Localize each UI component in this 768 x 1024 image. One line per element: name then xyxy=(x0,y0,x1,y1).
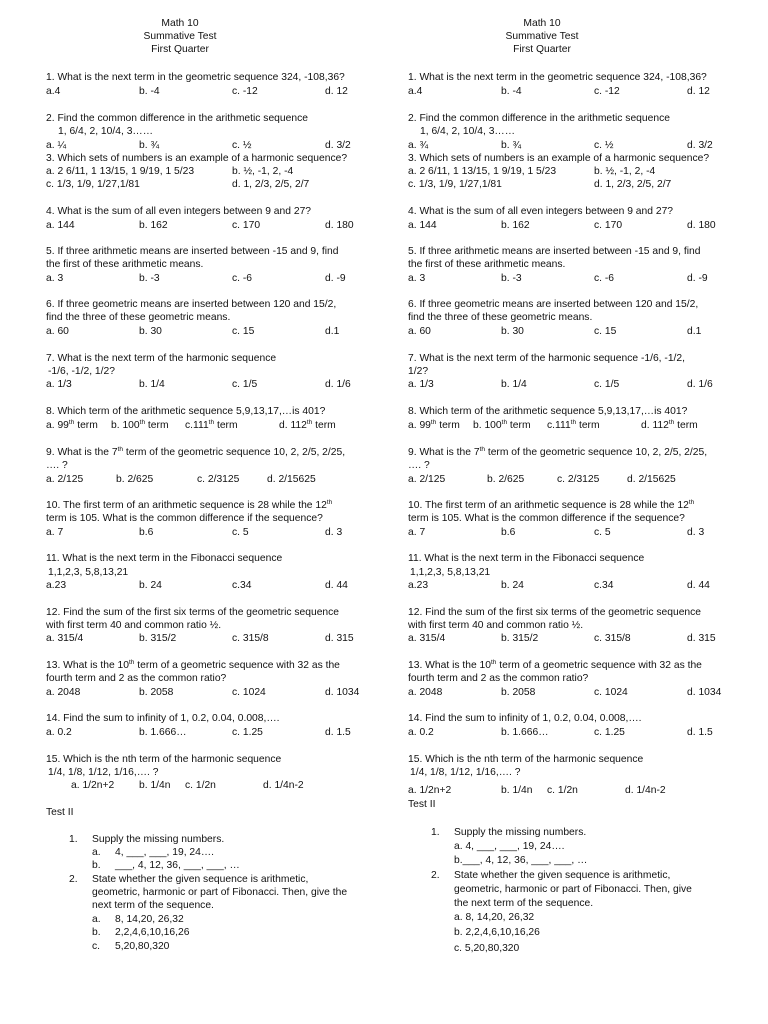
choice: c. 15 xyxy=(594,326,617,337)
question-10: 10. The first term of an arithmetic sequence is 28 while the 12th xyxy=(46,499,333,511)
question-5: 5. If three arithmetic means are inserted between -15 and 9, find xyxy=(46,246,339,257)
missing-numbers-a: a. 4, ___, ___, 19, 24…. xyxy=(454,841,565,852)
choice: d. 1/6 xyxy=(325,379,351,390)
test-ii-number-2: 2. xyxy=(431,870,440,881)
question-9: 9. What is the 7th term of the geometric sequence 10, 2, 2/5, 2/25, xyxy=(408,446,708,458)
choice: d. 1/6 xyxy=(687,379,713,390)
question-15: 15. Which is the nth term of the harmonic sequence xyxy=(46,754,282,765)
choice: a. 99th term xyxy=(46,419,98,431)
choice: c. 1024 xyxy=(232,687,266,698)
choice: d. 112th term xyxy=(279,419,336,431)
choice: a. 2048 xyxy=(408,687,443,698)
item-label: a. xyxy=(92,914,101,925)
choice: c. 1/2n xyxy=(185,780,216,791)
choice: d. 1/4n-2 xyxy=(263,780,304,791)
choice: b. 2058 xyxy=(501,687,536,698)
choice: d. 315 xyxy=(325,633,354,644)
choice: b. -3 xyxy=(501,273,522,284)
sequence-a: 8, 14,20, 26,32 xyxy=(115,914,184,925)
test-ii-title: Test II xyxy=(408,799,436,810)
choice: a. 2/125 xyxy=(408,474,446,485)
question-15-sequence: 1/4, 1/8, 1/12, 1/16,…. ? xyxy=(410,767,521,778)
choice: b. 2/625 xyxy=(487,474,525,485)
choice: b. -4 xyxy=(139,86,160,97)
question-7: 7. What is the next term of the harmonic sequence -1/6, -1/2, xyxy=(408,353,686,364)
choice: a. 315/4 xyxy=(408,633,446,644)
choice: d. -9 xyxy=(325,273,346,284)
choice: d. 44 xyxy=(325,580,348,591)
choice: a. 2048 xyxy=(46,687,81,698)
choice: a.4 xyxy=(408,86,423,97)
choice: c. 1.25 xyxy=(232,727,263,738)
question-2-sequence: 1, 6/4, 2, 10/4, 3…… xyxy=(58,126,154,137)
test-ii-number-1: 1. xyxy=(69,834,78,845)
choice: b. ½, -1, 2, -4 xyxy=(594,166,656,177)
choice: b. 1/4 xyxy=(139,379,165,390)
choice: a. ¼ xyxy=(46,140,67,151)
quarter-title: First Quarter xyxy=(151,44,209,55)
choice: d. -9 xyxy=(687,273,708,284)
choice: c. 15 xyxy=(232,326,255,337)
test-ii-question-2: State whether the given sequence is arithmetic, xyxy=(454,870,671,881)
test-ii-question-2: State whether the given sequence is arithmetic, xyxy=(92,874,309,885)
choice: a. 2 6/11, 1 13/15, 1 9/19, 1 5/23 xyxy=(46,166,195,177)
question-15-sequence: 1/4, 1/8, 1/12, 1/16,…. ? xyxy=(48,767,159,778)
question-8: 8. Which term of the arithmetic sequence 5,9,13,17,…is 401? xyxy=(408,406,688,417)
missing-numbers-a: 4, ___, ___, 19, 24…. xyxy=(115,847,215,858)
question-4: 4. What is the sum of all even integers between 9 and 27? xyxy=(46,206,312,217)
test-title: Summative Test xyxy=(143,31,217,42)
choice: c.111th term xyxy=(185,419,238,431)
sequence-a: a. 8, 14,20, 26,32 xyxy=(454,912,535,923)
choice: b. 2058 xyxy=(139,687,174,698)
question-1: 1. What is the next term in the geometric sequence 324, -108,36? xyxy=(408,72,707,83)
question-3: 3. Which sets of numbers is an example of a harmonic sequence? xyxy=(46,153,348,164)
question-11-sequence: 1,1,2,3, 5,8,13,21 xyxy=(48,567,129,578)
choice: d. 3 xyxy=(687,527,705,538)
question-12-cont: with first term 40 and common ratio ½. xyxy=(408,620,584,631)
test-ii-number-1: 1. xyxy=(431,827,440,838)
choice: b. 1.666… xyxy=(139,727,187,738)
question-5: 5. If three arithmetic means are inserted between -15 and 9, find xyxy=(408,246,701,257)
choice: d. 180 xyxy=(687,220,716,231)
choice: a. 144 xyxy=(46,220,75,231)
missing-numbers-b: b.___, 4, 12, 36, ___, ___, … xyxy=(454,855,588,866)
choice: d. 1.5 xyxy=(325,727,351,738)
test-ii-question-2-cont: geometric, harmonic or part of Fibonacci. Then, give the xyxy=(92,887,348,898)
choice: d. 1, 2/3, 2/5, 2/7 xyxy=(232,179,310,190)
choice: a. 2/125 xyxy=(46,474,84,485)
choice: d. 1/4n-2 xyxy=(625,785,666,796)
test-ii-question-2-cont: the next term of the sequence. xyxy=(454,898,594,909)
choice: a. 1/2n+2 xyxy=(408,785,452,796)
choice: b. ¾ xyxy=(501,140,522,151)
question-13-cont: fourth term and 2 as the common ratio? xyxy=(408,673,589,684)
question-10-cont: term is 105. What is the common difference if the sequence? xyxy=(46,513,323,524)
choice: b. 162 xyxy=(501,220,530,231)
question-2-sequence: 1, 6/4, 2, 10/4, 3…… xyxy=(420,126,516,137)
question-12: 12. Find the sum of the first six terms of the geometric sequence xyxy=(46,607,340,618)
question-10-cont: term is 105. What is the common difference if the sequence? xyxy=(408,513,685,524)
choice: d. 315 xyxy=(687,633,716,644)
choice: d. 2/15625 xyxy=(627,474,676,485)
question-9-cont: …. ? xyxy=(408,460,430,471)
question-11: 11. What is the next term in the Fibonacci sequence xyxy=(46,553,283,564)
choice: b. 1/4n xyxy=(501,785,533,796)
choice: c.111th term xyxy=(547,419,600,431)
choice: a. 1/3 xyxy=(408,379,434,390)
question-14: 14. Find the sum to infinity of 1, 0.2, 0.04, 0.008,…. xyxy=(408,713,642,724)
question-9-cont: …. ? xyxy=(46,460,68,471)
choice: c. 315/8 xyxy=(594,633,631,644)
test-ii-title: Test II xyxy=(46,807,74,818)
choice: c. ½ xyxy=(594,140,614,151)
choice: b. 100th term xyxy=(473,419,531,431)
choice: b. 315/2 xyxy=(139,633,177,644)
question-1: 1. What is the next term in the geometric sequence 324, -108,36? xyxy=(46,72,345,83)
choice: b. -4 xyxy=(501,86,522,97)
choice: a. 60 xyxy=(408,326,431,337)
test-ii-number-2: 2. xyxy=(69,874,78,885)
choice: b. 1/4 xyxy=(501,379,527,390)
choice: d. 1.5 xyxy=(687,727,713,738)
question-2: 2. Find the common difference in the arithmetic sequence xyxy=(408,113,670,124)
choice: a. 60 xyxy=(46,326,69,337)
choice: a.4 xyxy=(46,86,61,97)
choice: c. 5 xyxy=(232,527,249,538)
test-ii-question-1: Supply the missing numbers. xyxy=(92,834,225,845)
choice: c. 1/3, 1/9, 1/27,1/81 xyxy=(46,179,140,190)
choice: c. 1/5 xyxy=(232,379,258,390)
choice: d. 1034 xyxy=(325,687,360,698)
test-ii-question-2-cont: geometric, harmonic or part of Fibonacci. Then, give xyxy=(454,884,692,895)
question-11-sequence: 1,1,2,3, 5,8,13,21 xyxy=(410,567,491,578)
choice: b. 2/625 xyxy=(116,474,154,485)
question-15: 15. Which is the nth term of the harmonic sequence xyxy=(408,754,644,765)
choice: c. 1.25 xyxy=(594,727,625,738)
sequence-b: b. 2,2,4,6,10,16,26 xyxy=(454,927,540,938)
item-label: c. xyxy=(92,941,101,952)
choice: c. -12 xyxy=(232,86,258,97)
question-7: 7. What is the next term of the harmonic sequence xyxy=(46,353,277,364)
choice: a. 0.2 xyxy=(46,727,72,738)
quarter-title: First Quarter xyxy=(513,44,571,55)
choice: c. ½ xyxy=(232,140,252,151)
choice: c. 5 xyxy=(594,527,611,538)
question-14: 14. Find the sum to infinity of 1, 0.2, 0.04, 0.008,…. xyxy=(46,713,280,724)
test-title: Summative Test xyxy=(505,31,579,42)
choice: d. 12 xyxy=(325,86,348,97)
choice: a. 0.2 xyxy=(408,727,434,738)
item-label: b. xyxy=(92,927,101,938)
choice: d. 1, 2/3, 2/5, 2/7 xyxy=(594,179,672,190)
question-6: 6. If three geometric means are inserted between 120 and 15/2, xyxy=(46,299,337,310)
question-9: 9. What is the 7th term of the geometric sequence 10, 2, 2/5, 2/25, xyxy=(46,446,346,458)
choice: b. -3 xyxy=(139,273,160,284)
choice: a. 7 xyxy=(408,527,426,538)
choice: a. 1/2n+2 xyxy=(71,780,115,791)
choice: b. ½, -1, 2, -4 xyxy=(232,166,294,177)
choice: c. 2/3125 xyxy=(197,474,240,485)
choice: a. 3 xyxy=(46,273,64,284)
test-ii-question-2-cont: next term of the sequence. xyxy=(92,900,214,911)
choice: b. 30 xyxy=(139,326,162,337)
choice: c. -12 xyxy=(594,86,620,97)
question-5-cont: the first of these arithmetic means. xyxy=(408,259,566,270)
question-8: 8. Which term of the arithmetic sequence 5,9,13,17,…is 401? xyxy=(46,406,326,417)
choice: c. 315/8 xyxy=(232,633,269,644)
sequence-b: 2,2,4,6,10,16,26 xyxy=(115,927,190,938)
choice: d. 1034 xyxy=(687,687,722,698)
item-label: a. xyxy=(92,847,101,858)
choice: c.34 xyxy=(232,580,252,591)
choice: a.23 xyxy=(46,580,67,591)
question-13: 13. What is the 10th term of a geometric sequence with 32 as the xyxy=(408,659,702,671)
question-3: 3. Which sets of numbers is an example of a harmonic sequence? xyxy=(408,153,710,164)
choice: a.23 xyxy=(408,580,429,591)
choice: c. -6 xyxy=(232,273,253,284)
choice: c. 1024 xyxy=(594,687,628,698)
choice: d. 12 xyxy=(687,86,710,97)
choice: b.6 xyxy=(501,527,516,538)
choice: c. 1/3, 1/9, 1/27,1/81 xyxy=(408,179,502,190)
choice: a. ¾ xyxy=(408,140,429,151)
choice: b. 1/4n xyxy=(139,780,171,791)
choice: a. 99th term xyxy=(408,419,460,431)
choice: c. 170 xyxy=(594,220,623,231)
choice: b. 100th term xyxy=(111,419,169,431)
question-6-cont: find the three of these geometric means. xyxy=(408,312,593,323)
choice: a. 144 xyxy=(408,220,437,231)
choice: d.1 xyxy=(687,326,702,337)
question-13: 13. What is the 10th term of a geometric sequence with 32 as the xyxy=(46,659,340,671)
question-7-cont: 1/2? xyxy=(408,366,429,377)
item-label: b. xyxy=(92,860,101,871)
choice: d. 44 xyxy=(687,580,710,591)
question-12-cont: with first term 40 and common ratio ½. xyxy=(46,620,222,631)
question-11: 11. What is the next term in the Fibonacci sequence xyxy=(408,553,645,564)
choice: c. 1/5 xyxy=(594,379,620,390)
choice: d. 180 xyxy=(325,220,354,231)
missing-numbers-b: ___, 4, 12, 36, ___, ___, … xyxy=(115,860,240,871)
choice: d. 3/2 xyxy=(325,140,351,151)
question-6-cont: find the three of these geometric means. xyxy=(46,312,231,323)
test-ii-question-1: Supply the missing numbers. xyxy=(454,827,587,838)
choice: b. 30 xyxy=(501,326,524,337)
choice: d.1 xyxy=(325,326,340,337)
choice: b. 24 xyxy=(139,580,162,591)
choice: a. 3 xyxy=(408,273,426,284)
choice: c. 1/2n xyxy=(547,785,578,796)
choice: a. 315/4 xyxy=(46,633,84,644)
question-4: 4. What is the sum of all even integers between 9 and 27? xyxy=(408,206,674,217)
subject-title: Math 10 xyxy=(523,18,561,29)
sequence-c: 5,20,80,320 xyxy=(115,941,170,952)
sequence-c: c. 5,20,80,320 xyxy=(454,943,520,954)
question-7-sequence: -1/6, -1/2, 1/2? xyxy=(48,366,115,377)
question-13-cont: fourth term and 2 as the common ratio? xyxy=(46,673,227,684)
choice: b. 24 xyxy=(501,580,524,591)
choice: b. 162 xyxy=(139,220,168,231)
choice: d. 3 xyxy=(325,527,343,538)
choice: c. -6 xyxy=(594,273,615,284)
choice: c. 170 xyxy=(232,220,261,231)
choice: a. 7 xyxy=(46,527,64,538)
choice: b. 1.666… xyxy=(501,727,549,738)
question-5-cont: the first of these arithmetic means. xyxy=(46,259,204,270)
question-6: 6. If three geometric means are inserted between 120 and 15/2, xyxy=(408,299,699,310)
choice: a. 1/3 xyxy=(46,379,72,390)
question-10: 10. The first term of an arithmetic sequence is 28 while the 12th xyxy=(408,499,695,511)
choice: c. 2/3125 xyxy=(557,474,600,485)
choice: d. 3/2 xyxy=(687,140,713,151)
choice: a. 2 6/11, 1 13/15, 1 9/19, 1 5/23 xyxy=(408,166,557,177)
choice: d. 2/15625 xyxy=(267,474,316,485)
choice: c.34 xyxy=(594,580,614,591)
choice: b.6 xyxy=(139,527,154,538)
choice: b. 315/2 xyxy=(501,633,539,644)
question-12: 12. Find the sum of the first six terms of the geometric sequence xyxy=(408,607,702,618)
choice: d. 112th term xyxy=(641,419,698,431)
subject-title: Math 10 xyxy=(161,18,199,29)
question-2: 2. Find the common difference in the arithmetic sequence xyxy=(46,113,308,124)
choice: b. ¾ xyxy=(139,140,160,151)
